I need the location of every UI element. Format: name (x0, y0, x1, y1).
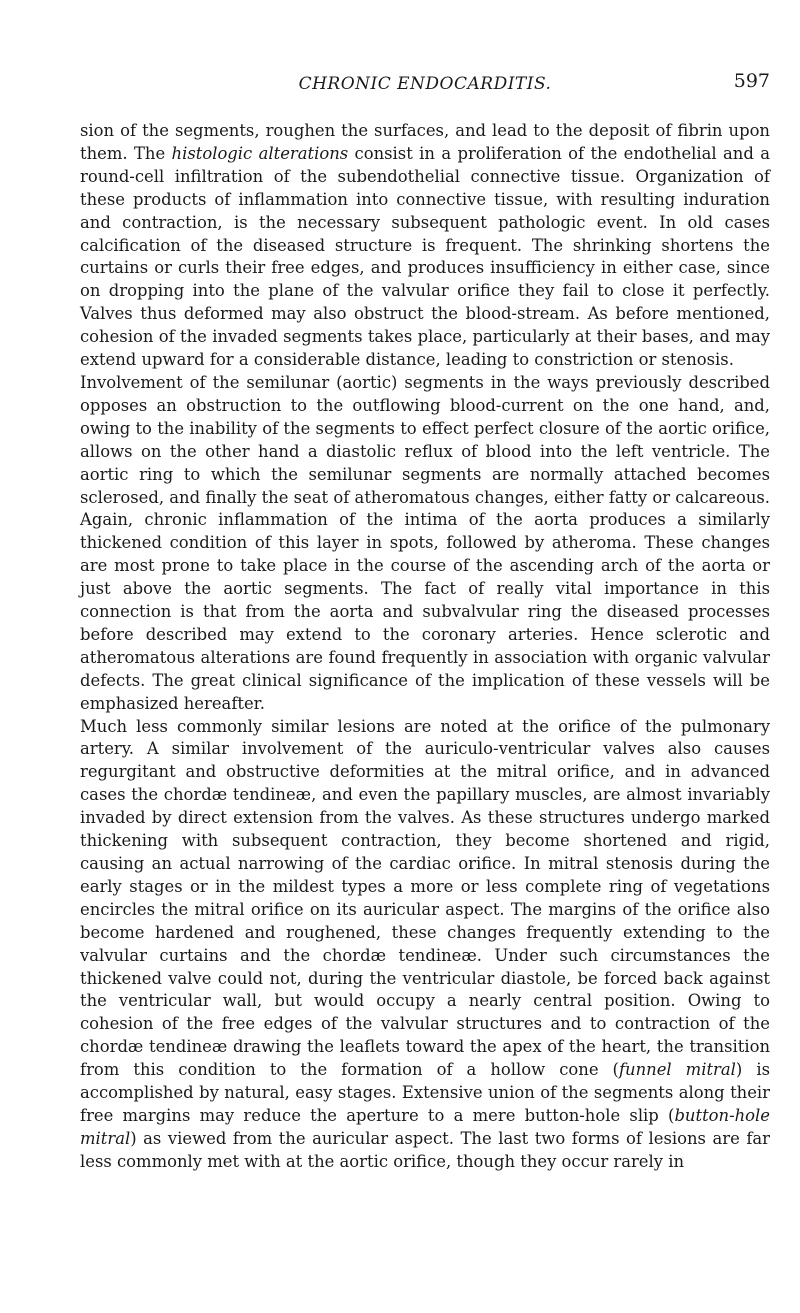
paragraph-3 (80, 716, 770, 1174)
paragraph-1-text-cont: consist in a proliferation of the endothelial and a round-cell infiltration of the subendothelial connective tissue. Organization of these products of inflammation into connective tissue, with resulting induration and contraction, is the necessary subsequent pathologic event. In old cases calcification of the diseased structure is frequent. The shrinking shortens the curtains or curls their free edges, and produces insufficiency in either case, since on dropping into the plane of the valvular orifice they fail to close it perfectly. Valves thus deformed may also obstruct the blood-stream. As before mentioned, cohesion of the invaded segments takes place, particularly at their bases, and may extend upward for a considerable distance, leading to constriction or stenosis. (80, 143, 770, 370)
paragraph-1 (80, 120, 770, 372)
paragraph-3-text: Much less commonly similar lesions are noted at the orifice of the pulmonary artery. A similar involvement of the auriculo-ventricular valves also causes regurgitant and obstructive deformities at the mitral orifice, and in advanced cases the chordæ tendineæ, and even the papillary muscles, are almost invariably invaded by direct extension from the valves. As these structures undergo marked thickening with subsequent contraction, they become shortened and rigid, causing an actual narrowing of the cardiac orifice. In mitral stenosis during the early stages or in the mildest types a more or less complete ring of vegetations encircles the mitral orifice on its auricular aspect. The margins of the orifice also become hardened and roughened, these changes frequently extending to the valvular curtains and the chordæ tendineæ. Under such circumstances the thickened valve could not, during the ventricular diastole, be forced back against the ventricular wall, but would occupy a nearly central position. Owing to cohesion of the free edges of the valvular structures and to contraction of the chordæ tendineæ drawing the leaflets toward the apex of the heart, the transition from this condition to the formation of a hollow cone ( (80, 716, 770, 1080)
page-number: 597 (733, 70, 770, 92)
paragraph-3-text-end: ) as viewed from the auricular aspect. The last two forms of lesions are far less commonly met with at the aortic orifice, though they occur rarely in (80, 1128, 770, 1171)
running-head (80, 70, 770, 100)
body-text (80, 120, 770, 1174)
paragraph-3-italic-term-funnel-mitral: funnel mitral (618, 1060, 736, 1080)
paragraph-1-italic-term: histologic alterations (171, 143, 349, 163)
paragraph-2-text: Involvement of the semilunar (aortic) segments in the ways previously described opposes an obstruction to the outflowing blood-current on the one hand, and, owing to the inability of the segments to effect perfect closure of the aortic orifice, allows on the other hand a diastolic reflux of blood into the left ventricle. The aortic ring to which the semilunar segments are normally attached becomes sclerosed, and finally the seat of atheromatous changes, either fatty or calcareous. Again, chronic inflammation of the intima of the aorta produces a similarly thickened condition of this layer in spots, followed by atheroma. These changes are most prone to take place in the course of the ascending arch of the aorta or just above the aortic segments. The fact of really vital importance in this connection is that from the aorta and subvalvular ring the diseased processes before described may extend to the coronary arteries. Hence sclerotic and atheromatous alterations are found frequently in association with organic valvular defects. The great clinical significance of the implication of these vessels will be emphasized hereafter. (80, 372, 770, 713)
paragraph-3-text-cont: ) is accomplished by natural, easy stages. Extensive union of the segments along their free margins may reduce the aperture to a mere button-hole slip ( (80, 1060, 771, 1125)
running-title: CHRONIC ENDOCARDITIS. (298, 74, 552, 94)
paragraph-3-italic-term-button-hole-mitral: button-hole mitral (80, 1105, 770, 1148)
paragraph-1-text: sion of the segments, roughen the surfaces, and lead to the deposit of fibrin upon them. The (80, 121, 770, 163)
paragraph-2 (80, 372, 770, 716)
